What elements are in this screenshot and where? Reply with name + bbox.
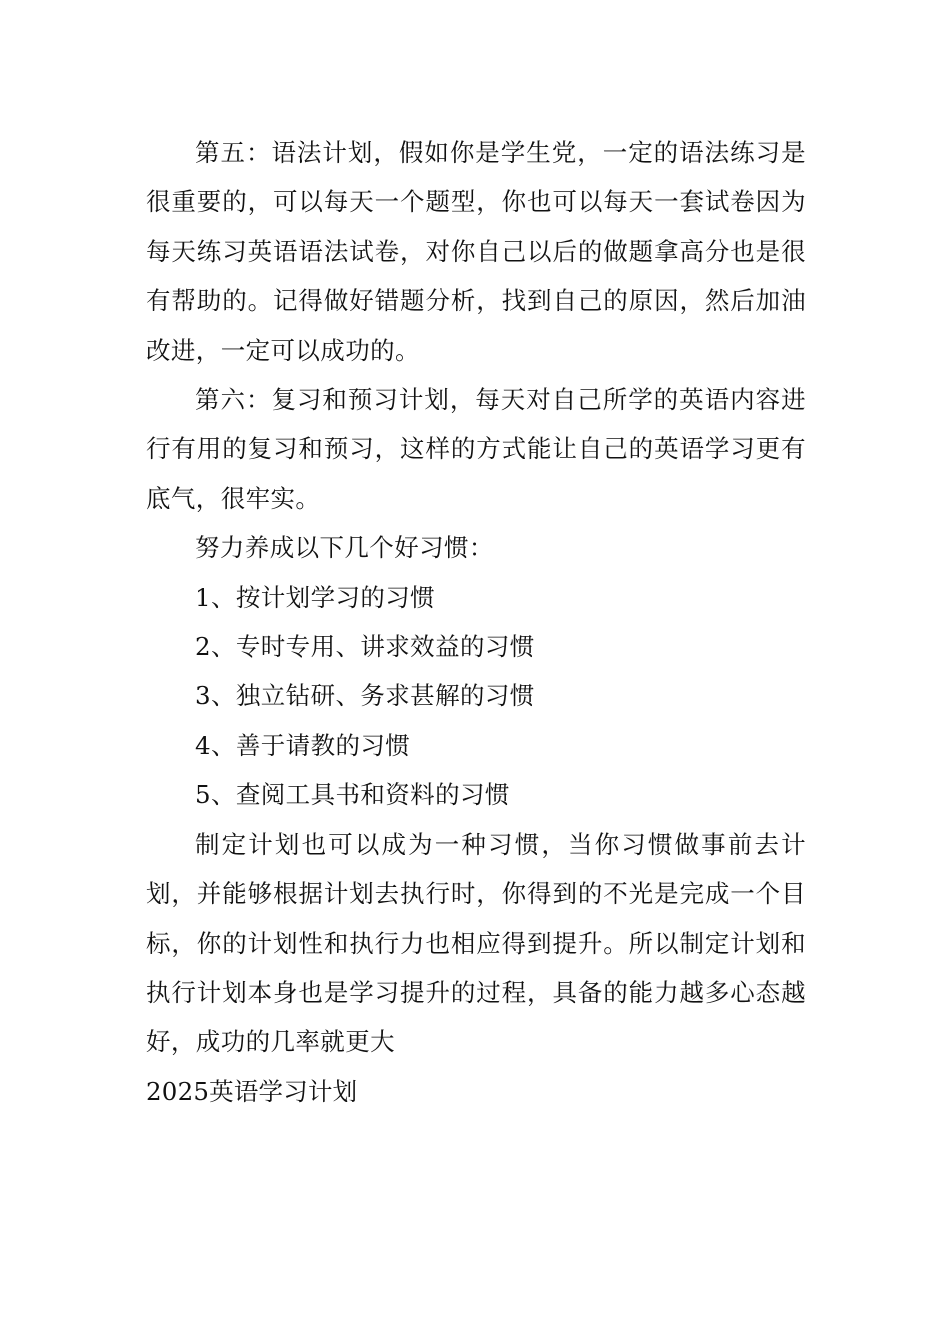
list-item: 2、专时专用、讲求效益的习惯 — [195, 632, 535, 662]
document-footer-title: 2025英语学习计划 — [146, 1076, 358, 1106]
habits-list — [146, 573, 806, 820]
document-body — [146, 128, 806, 1116]
paragraph-conclusion: 制定计划也可以成为一种习惯，当你习惯做事前去计划，并能够根据计划去执行时，你得到的不光是完成一个目标，你的计划性和执行力也相应得到提升。所以制定计划和执行计划本身也是学习提升的过程，具备的能力越多心态越好，成功的几率就更大 — [146, 829, 806, 1057]
list-item: 4、善于请教的习惯 — [195, 730, 411, 760]
list-item: 3、独立钻研、务求甚解的习惯 — [195, 681, 535, 711]
paragraph-review-preview-plan: 第六：复习和预习计划，每天对自己所学的英语内容进行有用的复习和预习，这样的方式能让自己的英语学习更有底气，很牢实。 — [146, 385, 806, 513]
paragraph-grammar-plan: 第五：语法计划，假如你是学生党，一定的语法练习是很重要的，可以每天一个题型，你也可以每天一套试卷因为每天练习英语语法试卷，对你自己以后的做题拿高分也是很有帮助的。记得做好错题分析，找到自己的原因，然后加油改进，一定可以成功的。 — [146, 138, 806, 365]
paragraph-habits-intro: 努力养成以下几个好习惯： — [195, 533, 494, 563]
list-item: 5、查阅工具书和资料的习惯 — [195, 780, 510, 810]
list-item: 1、按计划学习的习惯 — [195, 582, 436, 612]
